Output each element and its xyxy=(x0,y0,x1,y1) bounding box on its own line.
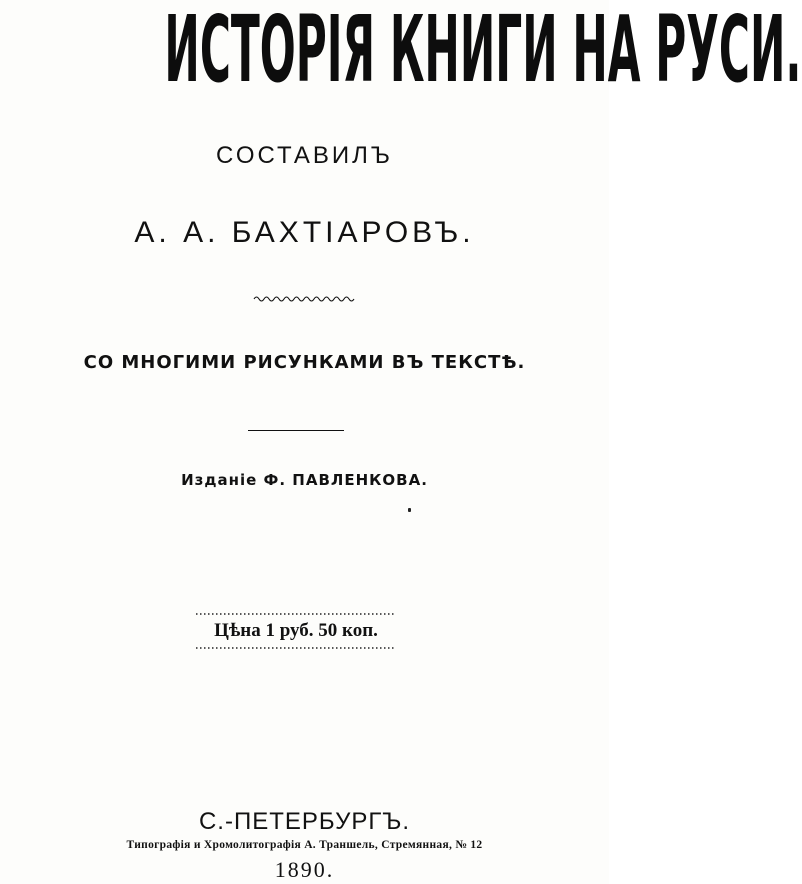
price-label: Цѣна 1 руб. 50 коп. xyxy=(214,620,378,641)
ink-speck xyxy=(408,508,411,512)
author-name: А. А. БАХТІАРОВЪ. xyxy=(134,216,475,249)
illustrations-note: СО МНОГИМИ РИСУНКАМИ ВЪ ТЕКСТѢ. xyxy=(83,352,526,373)
wavy-ornament xyxy=(254,294,354,304)
divider-rule xyxy=(248,430,344,431)
dotted-border-bottom xyxy=(196,646,396,650)
printer-line: Типографія и Хромолитографія А. Траншель, Стремянная, № 12 xyxy=(126,839,483,851)
price-frame xyxy=(196,606,396,652)
book-title: ИСТОРІЯ КНИГИ НА РУСИ. xyxy=(164,0,802,103)
city-name: С.-ПЕТЕРБУРГЪ. xyxy=(198,808,411,835)
dotted-border-top xyxy=(196,612,396,616)
compiled-by-label: СОСТАВИЛЪ xyxy=(216,142,393,169)
edition-line: Изданіе Ф. ПАВЛЕНКОВА. xyxy=(181,471,428,489)
publication-year: 1890. xyxy=(274,857,335,882)
